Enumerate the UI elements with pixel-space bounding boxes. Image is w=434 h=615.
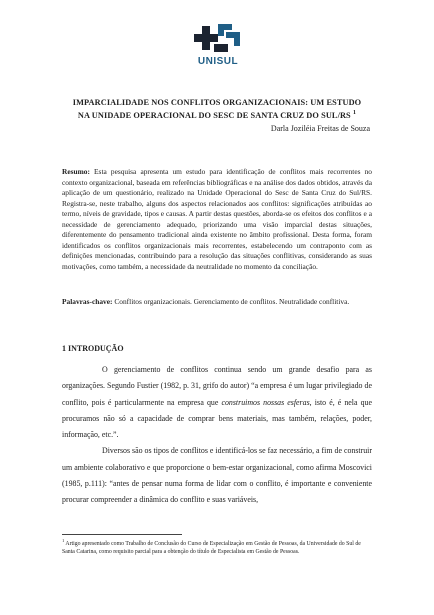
paragraph-1-emphasis: construimos nossas esferas: [221, 397, 310, 407]
university-logo: [188, 20, 248, 80]
logo-wordmark: UNISUL: [197, 56, 239, 67]
footnote: [62, 537, 372, 557]
section-heading: 1 INTRODUÇÃO: [62, 344, 124, 353]
title-footnote-marker: 1: [352, 110, 357, 116]
abstract-label: Resumo:: [62, 167, 90, 176]
body-text: [62, 362, 372, 509]
abstract-text: Esta pesquisa apresenta um estudo para identificação de conflitos mais recorrentes no contexto organizacional, baseada em referências bibliográficas e na análise dos dados obtidos, através da aplicação de um questionário, realizado na Unidade Operacional do Sesc de Santa Cruz do Sul/RS. Registra-se, neste trabalho, alguns dos aspectos relacionados aos conflitos: significações atribuídas ao termo, níveis de gravidade, tipos e causas. A partir destas questões, aborda-se os efeitos dos conflitos e a necessidade de gerenciamento adequado, priorizando uma visão imparcial destas situações, diferentemente do pensamento tradicional ainda existente no âmbito profissional. Desta forma, foram identificados os conflitos organizacionais mais recorrentes, estabelecendo um contraponto com as definições mencionadas, contribuindo para a resolução das situações conflitivas, considerando as suas motivações, como também, a necessidade da neutralidade no momento da conciliação.: [62, 167, 372, 271]
keywords-text: Conflitos organizacionais. Gerenciamento de conflitos. Neutralidade conflitiva.: [114, 297, 350, 306]
author-name: Darla Joziléia Freitas de Souza: [270, 124, 370, 133]
title-line-1: IMPARCIALIDADE NOS CONFLITOS ORGANIZACIONAIS: UM ESTUDO: [72, 98, 362, 107]
paper-title: [40, 98, 394, 121]
unisul-emblem-icon: [188, 20, 248, 56]
keywords-label: Palavras-chave:: [62, 297, 113, 306]
abstract: [62, 167, 372, 272]
paragraph-1: [62, 362, 372, 443]
paragraph-1-text-b: , isto é, é nela que procuramos não só a capacidade de comprar bens materiais, mas também, relações, poder, informação, etc.”.: [62, 397, 372, 440]
paragraph-1-text-a: O gerenciamento de conflitos continua sendo um grande desafio para as organizações. Segundo Fustier (1982, p. 31, grifo do autor) “a empresa é um lugar privilegiado de conflito, pois é particularmente na empresa que: [62, 365, 372, 407]
footnote-text: Artigo apresentado como Trabalho de Conclusão do Curso de Especialização em Gestão de Pessoas, da Universidade do Sul de Santa Catarina, como requisito parcial para a obtenção do título de Especialista em Gestão de Pessoas.: [62, 540, 361, 556]
footnote-divider: [62, 534, 182, 535]
paragraph-2: Diversos são os tipos de conflitos e identificá-los se faz necessário, a fim de construir um ambiente colaborativo e que proporcione o bem-estar organizacional, como afirma Moscovici (1985, p.111): “antes de pensar numa forma de lidar com o conflito, é importante e conveniente procurar compreender a dinâmica do conflito e suas variáveis,: [62, 446, 372, 505]
footnote-marker: 1: [62, 538, 65, 543]
title-line-2: NA UNIDADE OPERACIONAL DO SESC DE SANTA CRUZ DO SUL/RS: [77, 110, 351, 120]
keywords: [62, 297, 372, 308]
